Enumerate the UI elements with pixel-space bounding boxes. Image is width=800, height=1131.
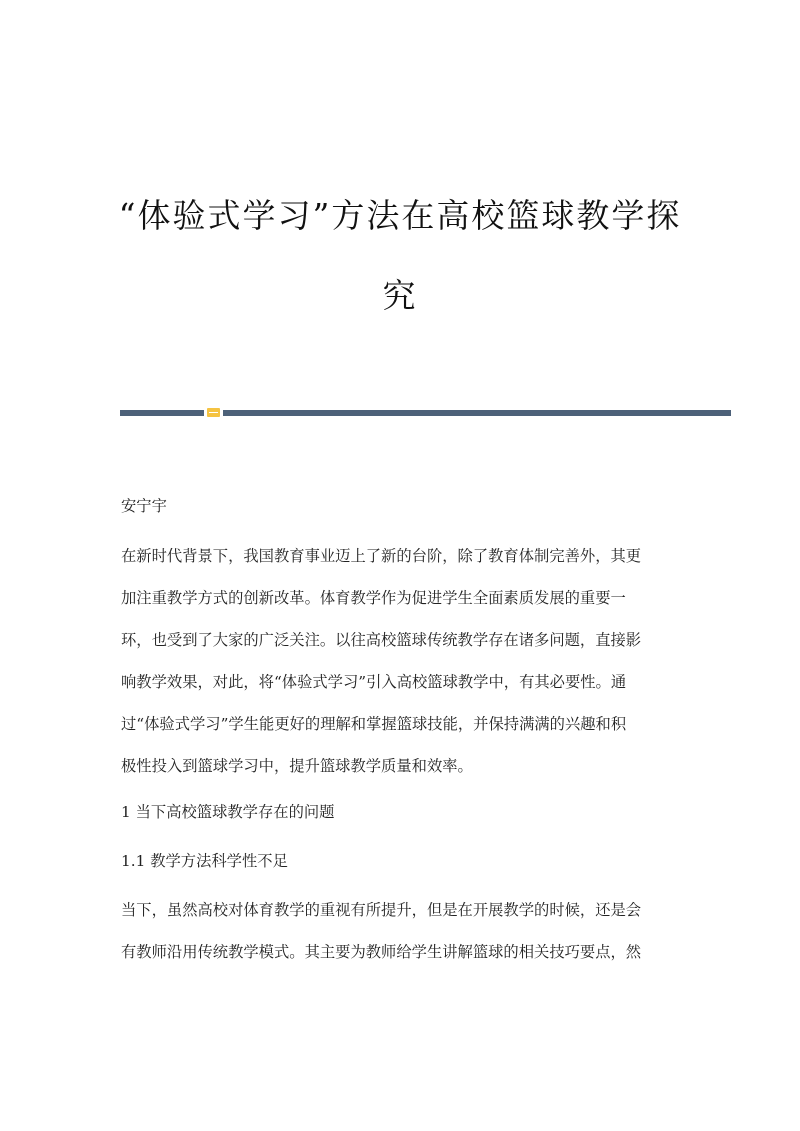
intro-line-4: 响教学效果，对此，将“体验式学习”引入高校篮球教学中，有其必要性。通 [121,673,627,691]
divider-bar-right [223,410,731,416]
document-title-line-1: “体验式学习”方法在高校篮球教学探 [118,196,682,235]
intro-line-6: 极性投入到篮球学习中，提升篮球教学质量和效率。 [121,757,473,775]
divider-bar-left [120,410,204,416]
section-1-heading: 1 当下高校篮球教学存在的问题 [121,803,335,821]
author-name: 安宁宇 [121,497,167,515]
section-1-1-line-1: 当下，虽然高校对体育教学的重视有所提升，但是在开展教学的时候，还是会 [121,901,642,919]
title-divider [120,408,731,417]
document-title-line-2: 究 [382,276,418,315]
intro-line-5: 过“体验式学习”学生能更好的理解和掌握篮球技能，并保持满满的兴趣和积 [121,715,627,733]
section-1-1-line-2: 有教师沿用传统教学模式。其主要为教师给学生讲解篮球的相关技巧要点，然 [121,943,642,961]
intro-line-2: 加注重教学方式的创新改革。体育教学作为促进学生全面素质发展的重要一 [121,589,626,607]
divider-ornament-icon [207,408,220,417]
intro-line-3: 环，也受到了大家的广泛关注。以往高校篮球传统教学存在诸多问题，直接影 [121,631,642,649]
section-1-1-heading: 1.1 教学方法科学性不足 [121,852,288,870]
intro-line-1: 在新时代背景下，我国教育事业迈上了新的台阶，除了教育体制完善外，其更 [121,547,642,565]
